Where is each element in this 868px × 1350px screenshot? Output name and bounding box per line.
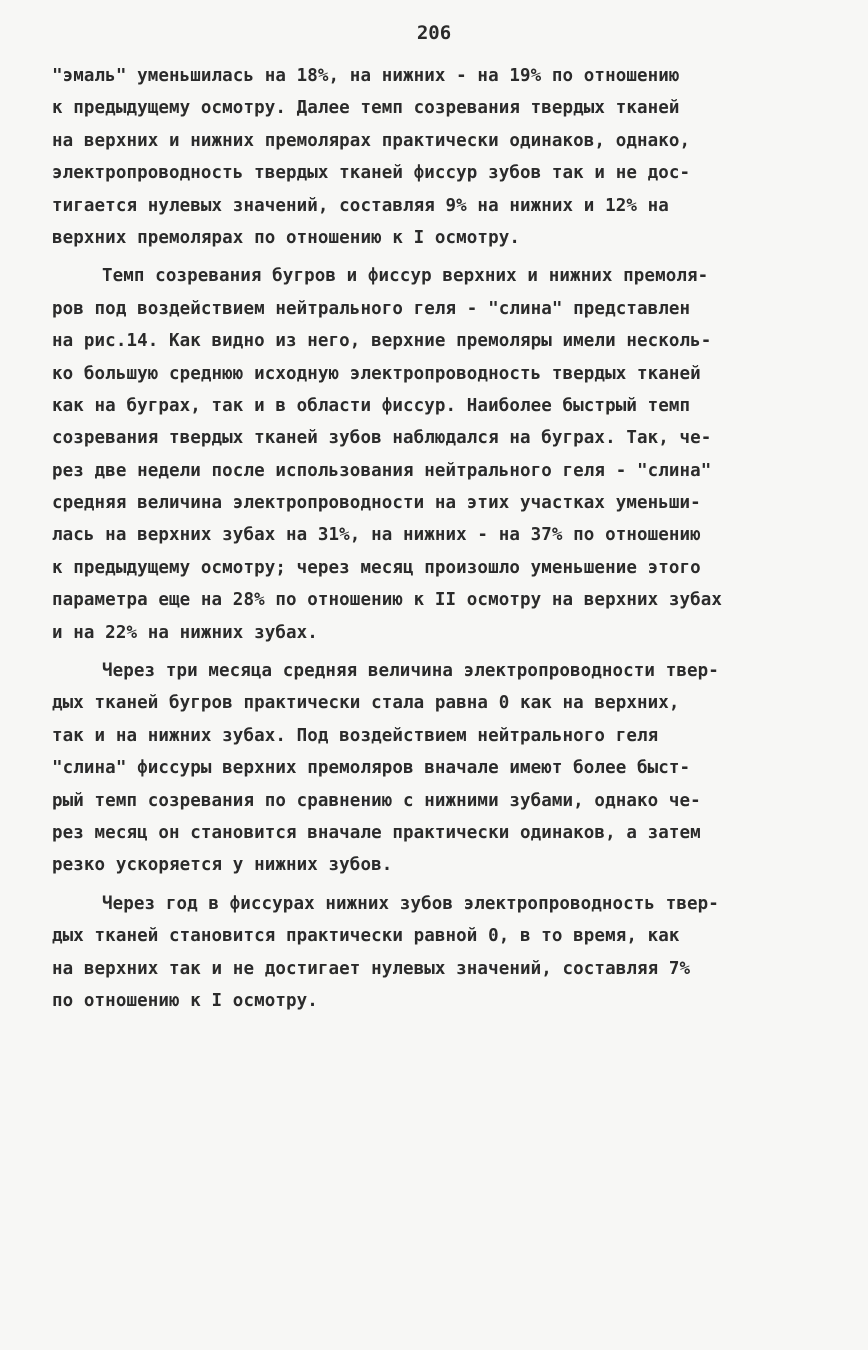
paragraph — [52, 260, 812, 649]
paragraph — [52, 888, 812, 1018]
text-line: "слина" фиссуры верхних премоляров вначале имеют более быст- — [52, 758, 691, 779]
text-line: электропроводность твердых тканей фиссур зубов так и не дос- — [52, 163, 691, 184]
text-line: по отношению к I осмотру. — [52, 990, 318, 1011]
text-line: "эмаль" уменьшилась на 18%, на нижних - на 19% по отношению — [52, 66, 680, 86]
text-line: верхних премолярах по отношению к I осмотру. — [52, 227, 520, 248]
text-line: Через год в фиссурах нижних зубов электропроводность твер- — [102, 893, 719, 914]
text-line: тигается нулевых значений, составляя 9% на нижних и 12% на — [52, 195, 669, 216]
text-line: резко ускоряется у нижних зубов. — [52, 855, 393, 876]
text-line: как на буграх, так и в области фиссур. Наиболее быстрый темп — [52, 395, 691, 416]
text-line: рез две недели после использования нейтрального геля - "слина" — [52, 460, 712, 481]
text-line: параметра еще на 28% по отношению к II осмотру на верхних зубах — [52, 590, 723, 611]
text-line: Темп созревания бугров и фиссур верхних и нижних премоля- — [102, 266, 709, 287]
text-line: дых тканей бугров практически стала равна 0 как на верхних, — [52, 693, 680, 714]
text-line: и на 22% на нижних зубах. — [52, 622, 318, 643]
text-line: на верхних так и не достигает нулевых значений, составляя 7% — [52, 958, 691, 979]
text-line: ко большую среднюю исходную электропроводность твердых тканей — [52, 363, 701, 384]
page-number: 206 — [416, 22, 452, 44]
text-line: рез месяц он становится вначале практически одинаков, а затем — [52, 822, 701, 843]
text-line: на рис.14. Как видно из него, верхние премоляры имели несколь- — [52, 331, 712, 352]
text-line: к предыдущему осмотру. Далее темп созревания твердых тканей — [52, 98, 680, 119]
text-line: лась на верхних зубах на 31%, на нижних - на 37% по отношению — [52, 525, 701, 546]
text-line: рый темп созревания по сравнению с нижними зубами, однако че- — [52, 790, 701, 811]
text-line: Через три месяца средняя величина электропроводности твер- — [102, 661, 719, 682]
body-text — [52, 60, 812, 1017]
text-line: средняя величина электропроводности на этих участках уменьши- — [52, 493, 701, 514]
text-line: так и на нижних зубах. Под воздействием нейтрального геля — [52, 725, 659, 746]
text-line: созревания твердых тканей зубов наблюдался на буграх. Так, че- — [52, 428, 712, 449]
text-line: к предыдущему осмотру; через месяц произошло уменьшение этого — [52, 557, 701, 578]
paragraph — [52, 60, 812, 254]
paragraph — [52, 655, 812, 882]
text-line: дых тканей становится практически равной 0, в то время, как — [52, 926, 680, 947]
text-line: ров под воздействием нейтрального геля - "слина" представлен — [52, 298, 691, 319]
text-line: на верхних и нижних премолярах практически одинаков, однако, — [52, 130, 691, 151]
